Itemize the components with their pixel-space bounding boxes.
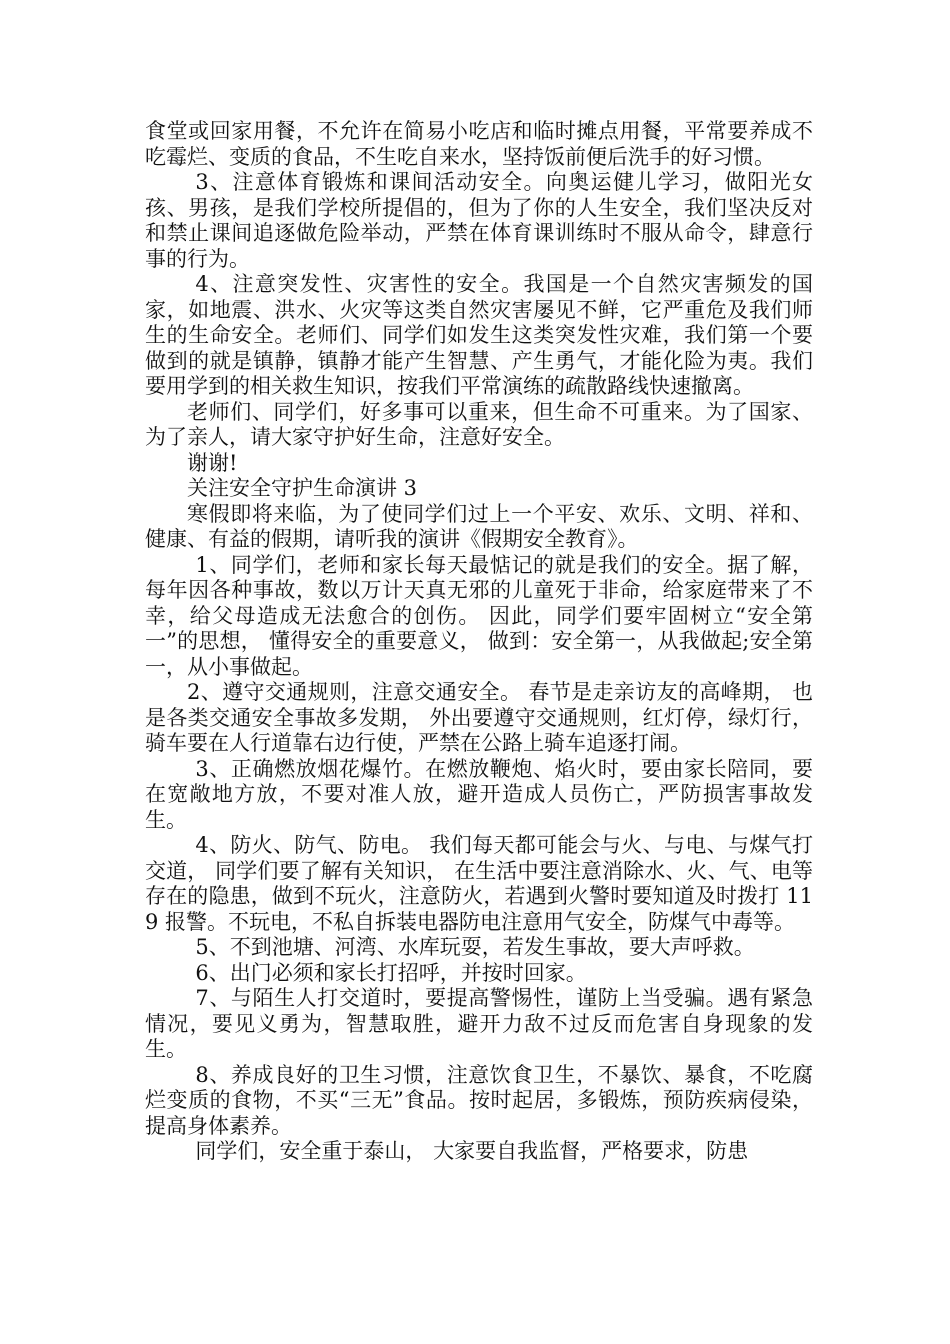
paragraph-item-4-fire-gas-electricity: 4、防火、防气、防电。 我们每天都可能会与火、与电、与煤气打交道， 同学们要了解有关知识， 在生活中要注意消除水、火、气、电等存在的隐患，做到不玩火，注意防火，若遇到火警时要知道及时拨打 119 报警。不玩电，不私自拆装电器防电注意用气安全，防煤气中毒等。 — [145, 833, 813, 934]
speech-title: 关注安全守护生命演讲 3 — [187, 476, 418, 500]
paragraph-item-4-disaster-safety: 4、注意突发性、灾害性的安全。我国是一个自然灾害频发的国家，如地震、洪水、火灾等这类自然灾害屡见不鲜，它严重危及我们师生的生命安全。老师们、同学们如发生这类突发性灾难，我们第一个要做到的就是镇静，镇静才能产生智慧、产生勇气，才能化险为夷。我们要用学到的相关救生知识，按我们平常演练的疏散路线快速撤离。 — [145, 272, 813, 398]
paragraph-item-6-going-out: 6、出门必须和家长打招呼，并按时回家。 — [195, 960, 587, 985]
paragraph-continued: 食堂或回家用餐，不允许在简易小吃店和临时摊点用餐，平常要养成不吃霉烂、变质的食品，不生吃自来水，坚持饭前便后洗手的好习惯。 — [145, 119, 813, 169]
document-body — [145, 119, 813, 1165]
paragraph-intro: 寒假即将来临，为了使同学们过上一个平安、欢乐、文明、祥和、健康、有益的假期，请听我的演讲《假期安全教育》。 — [145, 501, 813, 551]
paragraph-thanks: 谢谢! — [187, 450, 238, 475]
paragraph-item-1-safety-first: 1、同学们，老师和家长每天最惦记的就是我们的安全。据了解，每年因各种事故，数以万计天真无邪的儿童死于非命，给家庭带来了不幸，给父母造成无法愈合的创伤。 因此，同学们要牢固树立“安全第一”的思想， 懂得安全的重要意义， 做到：安全第一，从我做起;安全第一，从小事做起。 — [145, 552, 813, 679]
paragraph-closing: 老师们、同学们，好多事可以重来，但生命不可重来。为了国家、为了亲人，请大家守护好生命，注意好安全。 — [145, 399, 813, 449]
paragraph-item-3-fireworks: 3、正确燃放烟花爆竹。在燃放鞭炮、焰火时，要由家长陪同，要在宽敞地方放，不要对准人放，避开造成人员伤亡，严防损害事故发生。 — [145, 756, 813, 832]
paragraph-item-8-hygiene: 8、养成良好的卫生习惯，注意饮食卫生，不暴饮、暴食，不吃腐烂变质的食物，不买“三无”食品。按时起居，多锻炼，预防疾病侵染，提高身体素养。 — [145, 1062, 813, 1138]
paragraph-item-7-strangers: 7、与陌生人打交道时，要提高警惕性，谨防上当受骗。遇有紧急情况，要见义勇为，智慧取胜，避开力敌不过反而危害自身现象的发生。 — [145, 986, 813, 1061]
paragraph-item-3-activity-safety: 3、注意体育锻炼和课间活动安全。向奥运健儿学习，做阳光女孩、男孩，是我们学校所提倡的，但为了你的人生安全，我们坚决反对和禁止课间追逐做危险举动，严禁在体育课训练时不服从命令，肆意行事的行为。 — [145, 170, 813, 271]
paragraph-item-5-water: 5、不到池塘、河湾、水库玩耍，若发生事故，要大声呼救。 — [195, 935, 755, 959]
paragraph-final: 同学们，安全重于泰山， 大家要自我监督，严格要求，防患 — [195, 1139, 749, 1163]
paragraph-item-2-traffic: 2、遵守交通规则，注意交通安全。 春节是走亲访友的高峰期， 也是各类交通安全事故多发期， 外出要遵守交通规则，红灯停，绿灯行，骑车要在人行道靠右边行使，严禁在公路上骑车追逐打闹。 — [145, 680, 813, 755]
